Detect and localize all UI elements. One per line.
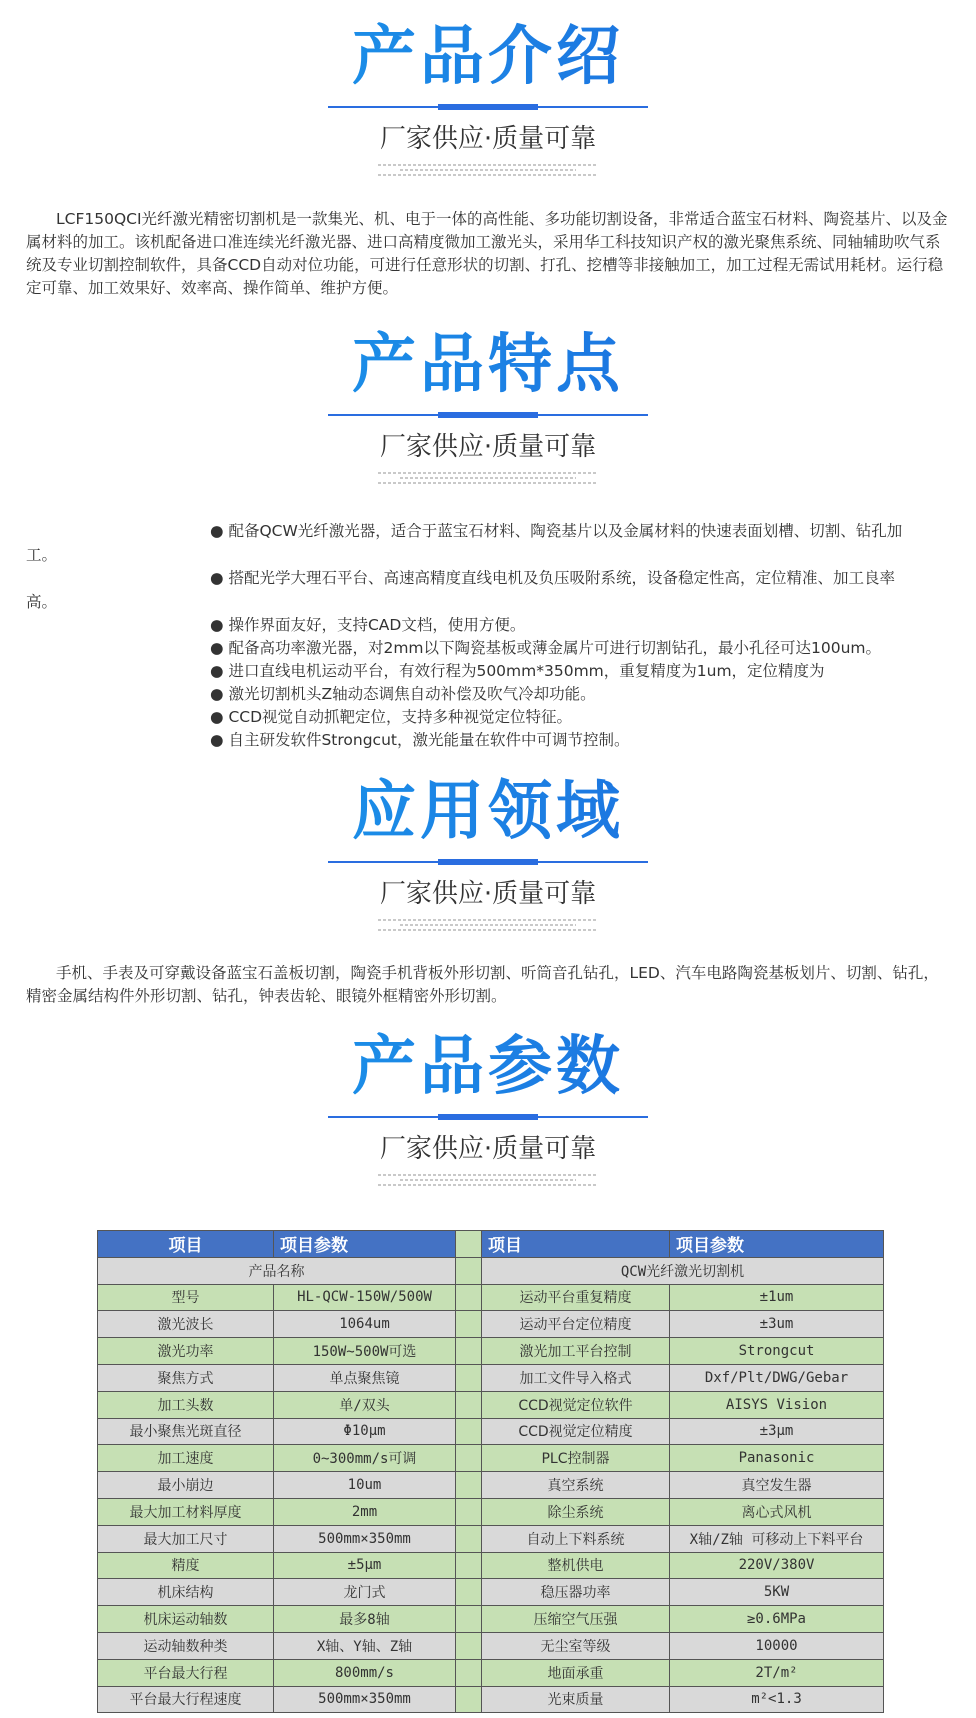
gap-cell bbox=[456, 1418, 482, 1445]
table-header-row bbox=[98, 1231, 884, 1258]
table-cell: m²<1.3 bbox=[670, 1686, 884, 1713]
table-cell: 运动平台重复精度 bbox=[482, 1284, 670, 1311]
gap-cell bbox=[456, 1284, 482, 1311]
table-cell: 2mm bbox=[274, 1498, 456, 1525]
table-cell: Dxf/Plt/DWG/Gebar bbox=[670, 1364, 884, 1391]
table-cell: 激光功率 bbox=[98, 1338, 274, 1365]
table-cell: ±1um bbox=[670, 1284, 884, 1311]
feature-item: ● 激光切割机头Z轴动态调焦自动补偿及吹气冷却功能。 bbox=[210, 685, 596, 703]
table-cell: 5KW bbox=[670, 1579, 884, 1606]
table-cell: X轴、Y轴、Z轴 bbox=[274, 1632, 456, 1659]
section-subtitle: 厂家供应·质量可靠 bbox=[379, 432, 597, 462]
table-cell: 除尘系统 bbox=[482, 1498, 670, 1525]
table-row bbox=[98, 1391, 884, 1418]
gap-cell bbox=[456, 1391, 482, 1418]
table-cell: 整机供电 bbox=[482, 1552, 670, 1579]
table-row bbox=[98, 1338, 884, 1365]
feature-item-wrap: 工。 bbox=[26, 546, 58, 564]
table-cell: 800mm/s bbox=[274, 1659, 456, 1686]
table-cell: CCD视觉定位精度 bbox=[482, 1418, 670, 1445]
table-row bbox=[98, 1659, 884, 1686]
section-subtitle: 厂家供应·质量可靠 bbox=[379, 1134, 597, 1164]
feature-item: ● 配备QCW光纤激光器，适合于蓝宝石材料、陶瓷基片以及金属材料的快速表面划槽、切割、钻孔加 bbox=[210, 522, 903, 540]
gap-cell bbox=[456, 1606, 482, 1633]
section-application-header bbox=[0, 773, 976, 934]
table-cell: 运动平台定位精度 bbox=[482, 1311, 670, 1338]
table-cell: 最大加工尺寸 bbox=[98, 1525, 274, 1552]
table-cell: CCD视觉定位软件 bbox=[482, 1391, 670, 1418]
decorative-fine-print bbox=[378, 164, 598, 176]
table-row bbox=[98, 1284, 884, 1311]
parameters-table bbox=[97, 1230, 884, 1713]
gap-cell bbox=[456, 1311, 482, 1338]
section-title: 产品参数 bbox=[0, 1028, 976, 1106]
table-cell: HL-QCW-150W/500W bbox=[274, 1284, 456, 1311]
table-row bbox=[98, 1472, 884, 1499]
table-cell: 离心式风机 bbox=[670, 1498, 884, 1525]
gap-cell bbox=[456, 1686, 482, 1713]
title-divider bbox=[328, 414, 648, 416]
table-cell: 220V/380V bbox=[670, 1552, 884, 1579]
section-params-header bbox=[0, 1028, 976, 1189]
table-cell: 激光加工平台控制 bbox=[482, 1338, 670, 1365]
table-cell: 激光波长 bbox=[98, 1311, 274, 1338]
table-cell: 地面承重 bbox=[482, 1659, 670, 1686]
header-cell: 项目 bbox=[482, 1231, 670, 1258]
name-value-cell: QCW光纤激光切割机 bbox=[482, 1257, 884, 1284]
table-row bbox=[98, 1606, 884, 1633]
table-cell: 150W~500W可选 bbox=[274, 1338, 456, 1365]
table-row bbox=[98, 1686, 884, 1713]
table-cell: ±5μm bbox=[274, 1552, 456, 1579]
table-row bbox=[98, 1552, 884, 1579]
table-cell: 真空发生器 bbox=[670, 1472, 884, 1499]
table-cell: 10000 bbox=[670, 1632, 884, 1659]
table-cell: 聚焦方式 bbox=[98, 1364, 274, 1391]
header-cell: 项目参数 bbox=[274, 1231, 456, 1258]
gap-cell bbox=[456, 1338, 482, 1365]
section-title: 产品特点 bbox=[0, 326, 976, 404]
table-cell: ±3um bbox=[670, 1311, 884, 1338]
title-divider bbox=[328, 1116, 648, 1118]
table-cell: 2T/m² bbox=[670, 1659, 884, 1686]
table-cell: 压缩空气压强 bbox=[482, 1606, 670, 1633]
table-row bbox=[98, 1364, 884, 1391]
decorative-fine-print bbox=[378, 472, 598, 484]
table-cell: 10um bbox=[274, 1472, 456, 1499]
section-subtitle: 厂家供应·质量可靠 bbox=[379, 879, 597, 909]
gap-cell bbox=[456, 1364, 482, 1391]
feature-item: ● 进口直线电机运动平台，有效行程为500mm*350mm，重复精度为1um，定位精度为 bbox=[210, 662, 825, 680]
gap-cell bbox=[456, 1525, 482, 1552]
table-row bbox=[98, 1632, 884, 1659]
table-cell: 单/双头 bbox=[274, 1391, 456, 1418]
table-cell: 0~300mm/s可调 bbox=[274, 1445, 456, 1472]
gap-cell bbox=[456, 1257, 482, 1284]
header-cell: 项目参数 bbox=[670, 1231, 884, 1258]
header-cell: 项目 bbox=[98, 1231, 274, 1258]
feature-item: ● 操作界面友好，支持CAD文档，使用方便。 bbox=[210, 616, 526, 634]
table-row bbox=[98, 1579, 884, 1606]
table-cell: AISYS Vision bbox=[670, 1391, 884, 1418]
table-cell: 自动上下料系统 bbox=[482, 1525, 670, 1552]
table-cell: 加工速度 bbox=[98, 1445, 274, 1472]
table-cell: 机床结构 bbox=[98, 1579, 274, 1606]
table-cell: 平台最大行程速度 bbox=[98, 1686, 274, 1713]
gap-cell bbox=[456, 1632, 482, 1659]
section-subtitle: 厂家供应·质量可靠 bbox=[379, 124, 597, 154]
table-cell: 光束质量 bbox=[482, 1686, 670, 1713]
section-intro-header bbox=[0, 18, 976, 179]
table-cell: 稳压器功率 bbox=[482, 1579, 670, 1606]
table-cell: ≥0.6MPa bbox=[670, 1606, 884, 1633]
feature-item: ● 自主研发软件Strongcut，激光能量在软件中可调节控制。 bbox=[210, 731, 630, 749]
gap-cell bbox=[456, 1231, 482, 1258]
table-cell: 真空系统 bbox=[482, 1472, 670, 1499]
table-cell: 1064um bbox=[274, 1311, 456, 1338]
table-row bbox=[98, 1418, 884, 1445]
section-title: 应用领域 bbox=[0, 773, 976, 851]
table-cell: Φ10μm bbox=[274, 1418, 456, 1445]
table-row bbox=[98, 1498, 884, 1525]
table-cell: 最大加工材料厚度 bbox=[98, 1498, 274, 1525]
table-row bbox=[98, 1445, 884, 1472]
table-cell: Strongcut bbox=[670, 1338, 884, 1365]
table-cell: 500mm×350mm bbox=[274, 1686, 456, 1713]
table-cell: PLC控制器 bbox=[482, 1445, 670, 1472]
table-row bbox=[98, 1257, 884, 1284]
table-row bbox=[98, 1311, 884, 1338]
decorative-fine-print bbox=[378, 1174, 598, 1186]
gap-cell bbox=[456, 1659, 482, 1686]
gap-cell bbox=[456, 1579, 482, 1606]
table-cell: 精度 bbox=[98, 1552, 274, 1579]
table-cell: 无尘室等级 bbox=[482, 1632, 670, 1659]
intro-paragraph: LCF150QCI光纤激光精密切割机是一款集光、机、电于一体的高性能、多功能切割设备，非常适合蓝宝石材料、陶瓷基片、以及金属材料的加工。该机配备进口准连续光纤激光器、进口高精度微加工激光头，采用华工科技知识产权的激光聚焦系统、同轴辅助吹气系统及专业切割控制软件，具备CCD自动对位功能，可进行任意形状的切割、打孔、挖槽等非接触加工，加工过程无需试用耗材。运行稳定可靠、加工效果好、效率高、操作简单、维护方便。 bbox=[26, 210, 948, 297]
section-features-header bbox=[0, 326, 976, 487]
feature-item: ● 搭配光学大理石平台、高速高精度直线电机及负压吸附系统，设备稳定性高，定位精准、加工良率 bbox=[210, 569, 895, 587]
gap-cell bbox=[456, 1445, 482, 1472]
name-label-cell: 产品名称 bbox=[98, 1257, 456, 1284]
decorative-fine-print bbox=[378, 919, 598, 931]
table-cell: 最小聚焦光斑直径 bbox=[98, 1418, 274, 1445]
application-paragraph: 手机、手表及可穿戴设备蓝宝石盖板切割，陶瓷手机背板外形切割、听筒音孔钻孔，LED、汽车电路陶瓷基板划片、切割、钻孔，精密金属结构件外形切割、钻孔，钟表齿轮、眼镜外框精密外形切割。 bbox=[26, 964, 939, 1005]
feature-item-wrap: 高。 bbox=[26, 593, 58, 611]
table-cell: 单点聚焦镜 bbox=[274, 1364, 456, 1391]
gap-cell bbox=[456, 1472, 482, 1499]
table-cell: ±3μm bbox=[670, 1418, 884, 1445]
gap-cell bbox=[456, 1552, 482, 1579]
table-row bbox=[98, 1525, 884, 1552]
title-divider bbox=[328, 106, 648, 108]
table-cell: 加工头数 bbox=[98, 1391, 274, 1418]
table-cell: X轴/Z轴 可移动上下料平台 bbox=[670, 1525, 884, 1552]
table-cell: 平台最大行程 bbox=[98, 1659, 274, 1686]
gap-cell bbox=[456, 1498, 482, 1525]
table-cell: 最多8轴 bbox=[274, 1606, 456, 1633]
feature-item: ● CCD视觉自动抓靶定位，支持多种视觉定位特征。 bbox=[210, 708, 573, 726]
title-divider bbox=[328, 861, 648, 863]
feature-item: ● 配备高功率激光器，对2mm以下陶瓷基板或薄金属片可进行切割钻孔，最小孔径可达100um。 bbox=[210, 639, 882, 657]
table-cell: 机床运动轴数 bbox=[98, 1606, 274, 1633]
section-title: 产品介绍 bbox=[0, 18, 976, 96]
table-cell: 加工文件导入格式 bbox=[482, 1364, 670, 1391]
table-cell: Panasonic bbox=[670, 1445, 884, 1472]
table-cell: 龙门式 bbox=[274, 1579, 456, 1606]
table-cell: 最小崩边 bbox=[98, 1472, 274, 1499]
table-cell: 500mm×350mm bbox=[274, 1525, 456, 1552]
table-cell: 运动轴数种类 bbox=[98, 1632, 274, 1659]
table-cell: 型号 bbox=[98, 1284, 274, 1311]
